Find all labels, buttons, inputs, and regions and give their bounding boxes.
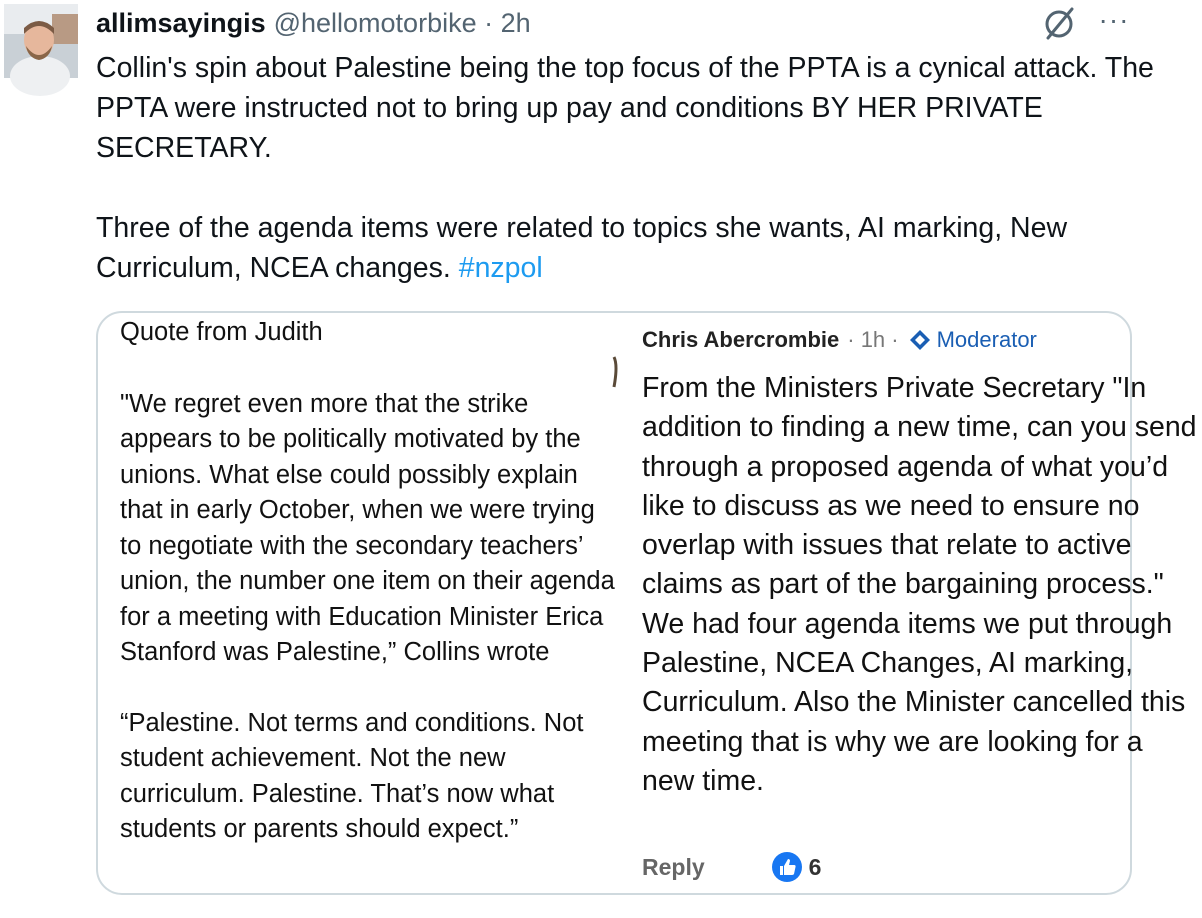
comment-footer (642, 851, 821, 883)
author-display-name[interactable]: allimsayingis (96, 7, 266, 38)
moderator-label: Moderator (936, 327, 1037, 352)
more-label: ··· (1098, 4, 1130, 35)
grok-icon[interactable] (1040, 4, 1078, 42)
comment-header (642, 327, 1037, 353)
comment-body: From the Ministers Private Secretary "In addition to finding a new time, can you send through a proposed agenda of what you’d like to discuss as we need to ensure no overlap with issues that relate to active claims as part of the bargaining process." We had four agenda items we put through Palestine, NCEA Changes, AI marking, Curriculum. Also the Minister cancelled this meeting that is why we are looking for a new time. (642, 372, 1197, 797)
author-handle-and-time[interactable]: @hellomotorbike · 2h (273, 7, 531, 38)
moderator-comment-panel (620, 313, 1197, 893)
avatar[interactable] (4, 4, 78, 78)
comment-time: · 1h · (847, 327, 899, 352)
hashtag-link[interactable]: #nzpol (458, 252, 543, 284)
moderator-badge-icon (909, 329, 931, 351)
judith-quote-panel (120, 315, 620, 848)
comment-author: Chris Abercrombie (642, 327, 840, 352)
like-count: 6 (808, 853, 822, 880)
thumbs-up-icon (771, 851, 803, 883)
tweet-paragraph-2 (96, 208, 1156, 288)
attached-image[interactable] (96, 311, 1197, 895)
quote-paragraph-2: “Palestine. Not terms and conditions. Not student achievement. Not the new curriculum. Palestine. That’s now what students or parents should expect.” (120, 708, 584, 843)
tweet-header (96, 6, 531, 40)
tweet-text (96, 48, 1156, 288)
avatar-photo (4, 4, 78, 78)
reply-label: Reply (642, 853, 705, 880)
quote-heading: Quote from Judith (120, 318, 323, 346)
quote-paragraph-1: "We regret even more that the strike appears to be politically motivated by the unions. What else could possibly explain that in early October, when we were trying to negotiate with the secondary teachers’ union, the number one item on their agenda for a meeting with Education Minister Erica Stanford was Palestine,” Collins wrote (120, 389, 615, 666)
tweet-paragraph-1: Collin's spin about Palestine being the top focus of the PPTA is a cynical attack. The PPTA were instructed not to bring up pay and conditions BY HER PRIVATE SECRETARY. (96, 52, 1154, 164)
more-icon[interactable] (1094, 6, 1134, 38)
tweet-paragraph-2-text: Three of the agenda items were related to topics she wants, AI marking, New Curriculum, NCEA changes. (96, 212, 1068, 284)
